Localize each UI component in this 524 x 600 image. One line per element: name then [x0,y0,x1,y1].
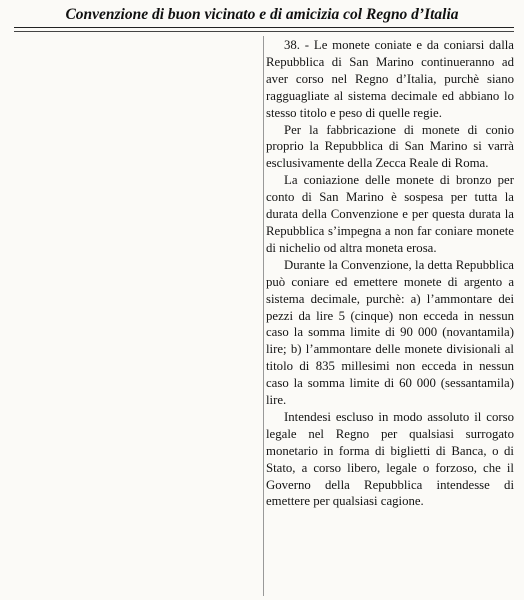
paragraph-legal-tender: Intendesi escluso in modo assoluto il corso legale nel Regno per qualsiasi surrogato monetario in forma di biglietti di Banca, o di Stato, a corso libero, legale o forzoso, che il Governo della Repubblica intendesse di emettere per qualsiasi cagione. [266,409,514,509]
header-rule-thin [14,31,514,32]
paragraph-article-38: 38. - Le monete coniate e da coniarsi dalla Repubblica di San Marino continueranno ad aver corso nel Regno d’Italia, purchè siano ragguagliate al sistema decimale ed abbiano lo stesso titolo e peso di quelle regie. [266,38,514,120]
text-column [266,37,514,510]
column-divider [263,36,264,596]
header-rule [14,27,514,28]
paragraph-bronze-coinage: La coniazione delle monete di bronzo per conto di San Marino è sospesa per tutta la durata della Convenzione e per questa durata la Repubblica s’impegna a non far coniare monete di nichelio od altra moneta erosa. [266,173,514,255]
paragraph-mint: Per la fabbricazione di monete di conio proprio la Repubblica di San Marino si varrà esclusivamente della Zecca Reale di Roma. [266,122,514,171]
running-header: Convenzione di buon vicinato e di amicizia col Regno d’Italia [65,6,459,23]
paragraph-silver-coinage: Durante la Convenzione, la detta Repubblica può coniare ed emettere monete di argento a sistema decimale, purchè: a) l’ammontare dei pezzi da lire 5 (cinque) non ecceda in nessun caso la somma limite di 90 000 (novantamila) lire; b) l’ammontare delle monete divisionali al titolo di 835 millesimi non ecceda in nessun caso la somma limite di 60 000 (sessantamila) lire. [266,257,514,408]
